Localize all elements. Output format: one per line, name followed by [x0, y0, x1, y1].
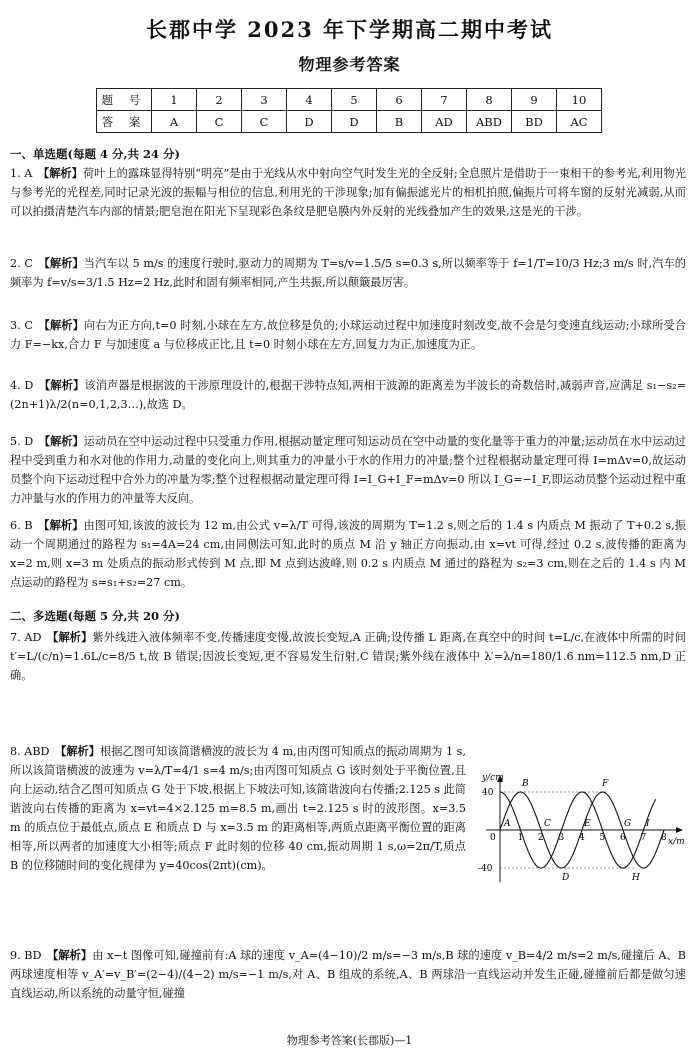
- graph-point-G: G: [624, 819, 632, 829]
- answer-table-answer-9: BD: [512, 111, 557, 133]
- graph-point-D: D: [562, 873, 570, 883]
- q1-tag: 【解析】: [37, 166, 83, 180]
- graph-x-tick-0: 0: [490, 833, 496, 843]
- q7-tag: 【解析】: [47, 630, 93, 644]
- graph-y-tick-bottom: -40: [478, 864, 493, 874]
- answer-table-answer-8: ABD: [467, 111, 512, 133]
- answer-table-answer-4: D: [287, 111, 332, 133]
- graph-x-tick-8: 8: [661, 833, 667, 843]
- answer-table-answer-3: C: [242, 111, 287, 133]
- answer-table-header-number: 题 号: [97, 89, 152, 111]
- graph-x-tick-7: 7: [640, 833, 647, 843]
- q1-number: 1. A: [10, 167, 33, 180]
- q9-number: 9. BD: [10, 949, 42, 962]
- q4-tag: 【解析】: [39, 378, 85, 392]
- q9-explanation: [10, 946, 686, 1003]
- graph-y-label: y/cm: [482, 773, 504, 783]
- q3-text: 向右为正方向,t=0 时刻,小球在左方,故位移是负的;小球运动过程中加速度时刻改变,故不会是匀变速直线运动;小球所受合力 F=−kx,合力 F 与加速度 a 与位移成正比,且 t=0 时刻小球在左方,回复力为正,加速度为正。: [10, 319, 686, 351]
- q2-text: 当汽车以 5 m/s 的速度行驶时,驱动力的周期为 T=s/v=1.5/5 s=0.3 s,所以频率等于 f=1/T=10/3 Hz;3 m/s 时,汽车的频率为 f=v/s=3/1.5 Hz=2 Hz,此时和固有频率相同,产生共振,所以颠簸最厉害。: [10, 257, 686, 289]
- answer-table-answer-1: A: [152, 111, 197, 133]
- answer-table: [96, 88, 602, 133]
- graph-x-arrow: [676, 827, 683, 833]
- q7-number: 7. AD: [10, 631, 42, 644]
- q7-text: 紫外线进入液体频率不变,传播速度变慢,故波长变短,A 正确;设传播 L 距离,在真空中的时间 t=L/c,在液体中所需的时间 t′=L/(c/n)=1.6L/c=8/5 t,故 B 错误;因波长变短,更不容易发生衍射,C 错误;紫外线在液体中 λ′=λ/n=180/1.6 nm=112.5 nm,D 正确。: [10, 631, 686, 682]
- answer-table-header-answer: 答 案: [97, 111, 152, 133]
- graph-x-tick-1: 1: [517, 833, 524, 843]
- answer-table-number-8: 8: [467, 89, 512, 111]
- graph-point-I: I: [646, 819, 650, 829]
- graph-x-tick-6: 6: [620, 833, 626, 843]
- q5-tag: 【解析】: [38, 434, 84, 448]
- graph-y-tick-top: 40: [482, 788, 494, 798]
- q9-text: 由 x−t 图像可知,碰撞前有:A 球的速度 v_A=(4−10)/2 m/s=−3 m/s,B 球的速度 v_B=4/2 m/s=2 m/s,碰撞后 A、B 两球速度相等 v_A′=v_B′=(2−4)/(4−2) m/s=−1 m/s,对 A、B 组成的系统,A、B 两球沿一直线运动并发生正碰,碰撞前后都是做匀速直线运动,所以系统的动量守恒,碰撞: [10, 949, 687, 1000]
- graph-x-label: x/m: [668, 837, 685, 847]
- q1-explanation: [10, 164, 686, 221]
- q8-tag: 【解析】: [55, 744, 100, 758]
- answer-table-answer-2: C: [197, 111, 242, 133]
- answer-table-number-3: 3: [242, 89, 287, 111]
- q5-explanation: [10, 432, 686, 508]
- q3-tag: 【解析】: [38, 318, 84, 332]
- answer-table-number-10: 10: [557, 89, 602, 111]
- q8-text: 根据乙图可知该简谐横波的波长为 4 m,由丙图可知质点的振动周期为 1 s,所以该简谐横波的波速为 v=λ/T=4/1 s=4 m/s;由丙图可知质点 G 该时刻处于平衡位置,且向上运动,结合乙图可知质点 G 处于下坡,根据上下坡法可知,该简谐波向右传播;2.125 s 此简谐波向右传播的距离为 x=vt=4×2.125 m=8.5 m,画出 t=2.125 s 时的波形图。x=3.5 m 的质点位于最低点,质点 E 和质点 D 与 x=3.5 m 的距离相等,两质点距离平衡位置的距离相等,所以两者的加速度大小相等;质点 F 此时刻的位移 40 cm,振动周期 1 s,ω=2π/T,质点 B 的位移随时间的变化规律为 y=40cos(2πt)(cm)。: [10, 745, 466, 872]
- answer-table-number-4: 4: [287, 89, 332, 111]
- section-multi-choice: 二、多选题(每题 5 分,共 20 分): [10, 609, 180, 623]
- graph-point-E: E: [584, 819, 591, 829]
- answer-table-number-7: 7: [422, 89, 467, 111]
- q5-number: 5. D: [10, 435, 34, 448]
- q2-explanation: [10, 254, 686, 292]
- graph-point-F: F: [602, 779, 609, 789]
- q6-text: 由图可知,该波的波长为 12 m,由公式 v=λ/T 可得,该波的周期为 T=1.2 s,则之后的 1.4 s 内质点 M 振动了 T+0.2 s,振动一个周期通过的路程为 s₁=4A=24 cm,由同侧法可知,此时的质点 M 沿 y 轴正方向振动,由 x=vt 可得,经过 0.2 s,波传播的距离为 x=2 m,则 x=3 m 处质点的振动形式传到 M 点,即 M 点到达波峰,则 0.2 s 内质点 M 通过的路程为 s₂=3 cm,则在之后的 1.4 s 内 M 点运动的路程为 s=s₁+s₂=27 cm。: [10, 519, 686, 589]
- q6-explanation: [10, 516, 686, 592]
- graph-x-tick-4: 4: [579, 833, 585, 843]
- graph-x-tick-3: 3: [558, 833, 565, 843]
- graph-x-tick-5: 5: [599, 833, 606, 843]
- q4-text: 该消声器是根据波的干涉原理设计的,根据干涉特点知,两相干波源的距离差为半波长的奇数倍时,减弱声音,应满足 s₁−s₂=(2n+1)λ/2(n=0,1,2,3…),故选 D。: [10, 379, 686, 411]
- q6-tag: 【解析】: [38, 518, 84, 532]
- page-subtitle: 物理参考答案: [298, 55, 401, 74]
- answer-table-answer-row: [97, 111, 602, 133]
- q6-number: 6. B: [10, 519, 33, 532]
- q4-number: 4. D: [10, 379, 34, 392]
- q3-explanation: [10, 316, 686, 354]
- q2-tag: 【解析】: [38, 256, 84, 270]
- answer-table-answer-7: AD: [422, 111, 467, 133]
- graph-point-B: B: [522, 779, 529, 789]
- answer-table-answer-5: D: [332, 111, 377, 133]
- graph-point-A: A: [504, 819, 511, 829]
- q7-explanation: [10, 628, 686, 685]
- answer-table-number-1: 1: [152, 89, 197, 111]
- answer-table-number-9: 9: [512, 89, 557, 111]
- answer-table-answer-10: AC: [557, 111, 602, 133]
- q1-text: 荷叶上的露珠显得特别“明亮”是由于光线从水中射向空气时发生光的全反射;全息照片是借助于一束相干的参考光,利用物光与参考光的光程差,同时记录光波的振幅与相位的信息,利用光的干涉现象;加有偏振滤光片的相机拍照,偏振片可将车窗的反射光减弱,从而可以拍摄清楚汽车内部的情景;肥皂泡在阳光下呈现彩色条纹是肥皂膜内外反射的光线叠加产生的效果,这是光的干涉。: [10, 167, 686, 218]
- q2-number: 2. C: [10, 257, 33, 270]
- graph-point-C: C: [544, 819, 551, 829]
- graph-x-ticks: [490, 833, 667, 843]
- answer-table-answer-6: B: [377, 111, 422, 133]
- q3-number: 3. C: [10, 319, 33, 332]
- q8-explanation: [10, 742, 466, 875]
- answer-table-number-6: 6: [377, 89, 422, 111]
- q4-explanation: [10, 376, 686, 414]
- page-footer: 物理参考答案(长郡版)—1: [286, 1034, 413, 1047]
- answer-table-number-2: 2: [197, 89, 242, 111]
- q9-tag: 【解析】: [47, 948, 93, 962]
- answer-table-number-row: [97, 89, 602, 111]
- graph-x-tick-2: 2: [538, 833, 544, 843]
- section-single-choice: 一、单选题(每题 4 分,共 24 分): [10, 147, 180, 161]
- q5-text: 运动员在空中运动过程中只受重力作用,根据动量定理可知运动员在空中动量的变化量等于重力的冲量;运动员在水中运动过程中受到重力和水对他的作用力,动量的变化向上,则其重力的冲量小于水的作用力的冲量;整个过程根据动量定理可得 I=mΔv=0,故运动员整个向下运动过程中合外力的冲量为零;整个过程根据动量定理可得 I=I_G+I_F=mΔv=0 所以 I_G=−I_F,即运动员整个运动过程中重力冲量与水的作用力的冲量等大反向。: [10, 435, 686, 505]
- graph-point-H: H: [632, 873, 640, 883]
- answer-table-number-5: 5: [332, 89, 377, 111]
- page-title: 长郡中学 2023 年下学期高二期中考试: [145, 17, 554, 42]
- wave-graph: [476, 772, 690, 890]
- q8-number: 8. ABD: [10, 745, 50, 758]
